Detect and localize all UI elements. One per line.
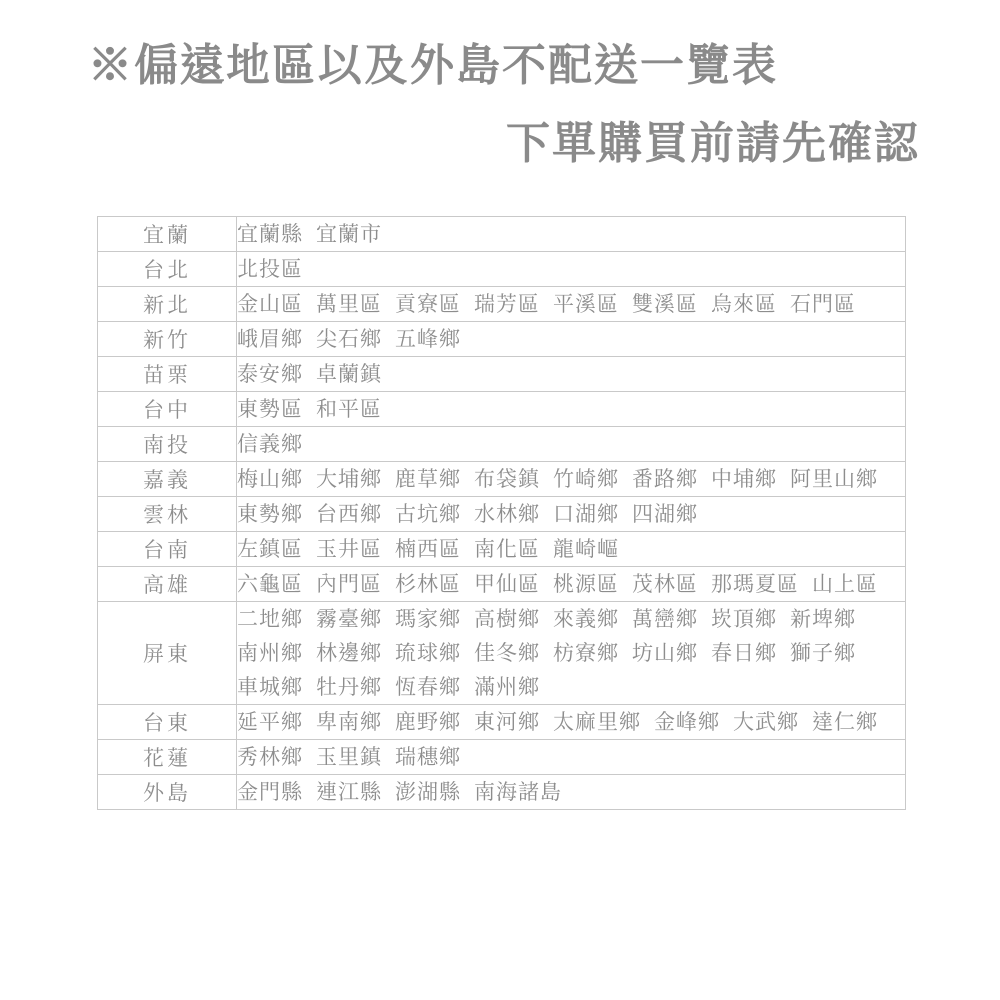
table-row — [98, 775, 906, 810]
table-row — [98, 392, 906, 427]
district-name: 南海諸島 — [474, 780, 562, 805]
region-cell: 苗栗 — [98, 357, 237, 392]
no-delivery-area-table-wrap — [97, 216, 906, 810]
district-line — [237, 775, 905, 809]
districts-cell — [237, 357, 906, 392]
district-name: 台西鄉 — [316, 502, 382, 527]
district-name: 番路鄉 — [632, 467, 698, 492]
district-name: 竹崎鄉 — [553, 467, 619, 492]
district-name: 北投區 — [237, 257, 303, 282]
district-line — [237, 532, 905, 566]
district-name: 連江縣 — [316, 780, 382, 805]
district-name: 太麻里鄉 — [553, 710, 641, 735]
table-row — [98, 602, 906, 705]
no-delivery-area-table — [97, 216, 906, 810]
districts-cell — [237, 740, 906, 775]
district-name: 南化區 — [474, 537, 540, 562]
district-name: 卓蘭鎮 — [316, 362, 382, 387]
district-line — [237, 636, 905, 670]
district-line — [237, 322, 905, 356]
district-name: 秀林鄉 — [237, 745, 303, 770]
district-name: 瑪家鄉 — [395, 607, 461, 632]
district-name: 金峰鄉 — [654, 710, 720, 735]
table-row — [98, 532, 906, 567]
district-name: 春日鄉 — [711, 641, 777, 666]
district-name: 澎湖縣 — [395, 780, 461, 805]
region-cell: 新竹 — [98, 322, 237, 357]
district-name: 東勢區 — [237, 397, 303, 422]
district-name: 龍崎嶇 — [553, 537, 619, 562]
region-cell: 高雄 — [98, 567, 237, 602]
district-line — [237, 287, 905, 321]
district-name: 東河鄉 — [474, 710, 540, 735]
district-name: 信義鄉 — [237, 432, 303, 457]
district-name: 達仁鄉 — [812, 710, 878, 735]
table-body — [98, 217, 906, 810]
district-name: 來義鄉 — [553, 607, 619, 632]
district-name: 泰安鄉 — [237, 362, 303, 387]
district-name: 萬巒鄉 — [632, 607, 698, 632]
district-line — [237, 602, 905, 636]
region-cell: 花蓮 — [98, 740, 237, 775]
district-name: 東勢鄉 — [237, 502, 303, 527]
districts-cell — [237, 217, 906, 252]
district-name: 山上區 — [812, 572, 878, 597]
district-name: 五峰鄉 — [395, 327, 461, 352]
district-name: 尖石鄉 — [316, 327, 382, 352]
region-cell: 台北 — [98, 252, 237, 287]
district-name: 宜蘭縣 — [237, 222, 303, 246]
district-name: 延平鄉 — [237, 710, 303, 735]
districts-cell — [237, 427, 906, 462]
district-line — [237, 427, 905, 461]
district-name: 雙溪區 — [632, 292, 698, 317]
districts-cell — [237, 532, 906, 567]
district-line — [237, 252, 905, 286]
district-name: 枋寮鄉 — [553, 641, 619, 666]
table-row — [98, 497, 906, 532]
district-name: 大埔鄉 — [316, 467, 382, 492]
district-name: 甲仙區 — [474, 572, 540, 597]
table-row — [98, 462, 906, 497]
district-line — [237, 740, 905, 774]
region-cell: 南投 — [98, 427, 237, 462]
table-row — [98, 252, 906, 287]
region-cell: 宜蘭 — [98, 217, 237, 252]
district-name: 大武鄉 — [733, 710, 799, 735]
table-row — [98, 705, 906, 740]
district-name: 獅子鄉 — [790, 641, 856, 666]
district-name: 平溪區 — [553, 292, 619, 317]
district-name: 牡丹鄉 — [316, 675, 382, 700]
district-name: 南州鄉 — [237, 641, 303, 666]
district-name: 左鎮區 — [237, 537, 303, 562]
table-row — [98, 740, 906, 775]
district-name: 新埤鄉 — [790, 607, 856, 632]
district-name: 瑞芳區 — [474, 292, 540, 317]
districts-cell — [237, 252, 906, 287]
district-name: 梅山鄉 — [237, 467, 303, 492]
page-title-line-2: 下單購買前請先確認 — [506, 119, 920, 168]
table-row — [98, 427, 906, 462]
district-name: 金山區 — [237, 292, 303, 317]
region-cell: 台南 — [98, 532, 237, 567]
district-name: 琉球鄉 — [395, 641, 461, 666]
table-row — [98, 217, 906, 252]
region-cell: 新北 — [98, 287, 237, 322]
district-line — [237, 357, 905, 391]
district-name: 古坑鄉 — [395, 502, 461, 527]
district-name: 恆春鄉 — [395, 675, 461, 700]
district-name: 桃源區 — [553, 572, 619, 597]
region-cell: 雲林 — [98, 497, 237, 532]
districts-cell — [237, 287, 906, 322]
district-name: 二地鄉 — [237, 607, 303, 632]
district-name: 高樹鄉 — [474, 607, 540, 632]
district-name: 布袋鎮 — [474, 467, 540, 492]
districts-cell — [237, 705, 906, 740]
table-row — [98, 357, 906, 392]
district-line — [237, 392, 905, 426]
district-name: 宜蘭市 — [316, 222, 382, 246]
region-cell: 台東 — [98, 705, 237, 740]
district-name: 內門區 — [316, 572, 382, 597]
table-row — [98, 567, 906, 602]
district-name: 烏來區 — [711, 292, 777, 317]
page-title-line-1: ※偏遠地區以及外島不配送一覽表 — [88, 41, 778, 90]
district-name: 阿里山鄉 — [790, 467, 878, 492]
district-name: 萬里區 — [316, 292, 382, 317]
district-line — [237, 462, 905, 496]
districts-cell — [237, 602, 906, 705]
district-name: 卑南鄉 — [316, 710, 382, 735]
region-cell: 嘉義 — [98, 462, 237, 497]
table-row — [98, 322, 906, 357]
district-name: 滿州鄉 — [474, 675, 540, 700]
region-cell: 台中 — [98, 392, 237, 427]
district-name: 瑞穗鄉 — [395, 745, 461, 770]
district-name: 林邊鄉 — [316, 641, 382, 666]
district-name: 車城鄉 — [237, 675, 303, 700]
table-row — [98, 287, 906, 322]
district-line — [237, 705, 905, 739]
district-name: 和平區 — [316, 397, 382, 422]
district-name: 坊山鄉 — [632, 641, 698, 666]
district-name: 崁頂鄉 — [711, 607, 777, 632]
district-line — [237, 670, 905, 704]
district-name: 貢寮區 — [395, 292, 461, 317]
districts-cell — [237, 462, 906, 497]
district-name: 峨眉鄉 — [237, 327, 303, 352]
districts-cell — [237, 392, 906, 427]
district-line — [237, 217, 905, 251]
district-name: 中埔鄉 — [711, 467, 777, 492]
district-name: 霧臺鄉 — [316, 607, 382, 632]
district-name: 四湖鄉 — [632, 502, 698, 527]
district-name: 鹿野鄉 — [395, 710, 461, 735]
district-name: 玉里鎮 — [316, 745, 382, 770]
district-name: 那瑪夏區 — [711, 572, 799, 597]
district-name: 玉井區 — [316, 537, 382, 562]
district-line — [237, 497, 905, 531]
districts-cell — [237, 775, 906, 810]
region-cell: 外島 — [98, 775, 237, 810]
district-name: 杉林區 — [395, 572, 461, 597]
district-name: 六龜區 — [237, 572, 303, 597]
district-name: 楠西區 — [395, 537, 461, 562]
district-line — [237, 567, 905, 601]
district-name: 水林鄉 — [474, 502, 540, 527]
district-name: 金門縣 — [237, 780, 303, 805]
districts-cell — [237, 322, 906, 357]
district-name: 佳冬鄉 — [474, 641, 540, 666]
region-cell: 屏東 — [98, 602, 237, 705]
district-name: 茂林區 — [632, 572, 698, 597]
districts-cell — [237, 497, 906, 532]
district-name: 口湖鄉 — [553, 502, 619, 527]
district-name: 石門區 — [790, 292, 856, 317]
district-name: 鹿草鄉 — [395, 467, 461, 492]
districts-cell — [237, 567, 906, 602]
